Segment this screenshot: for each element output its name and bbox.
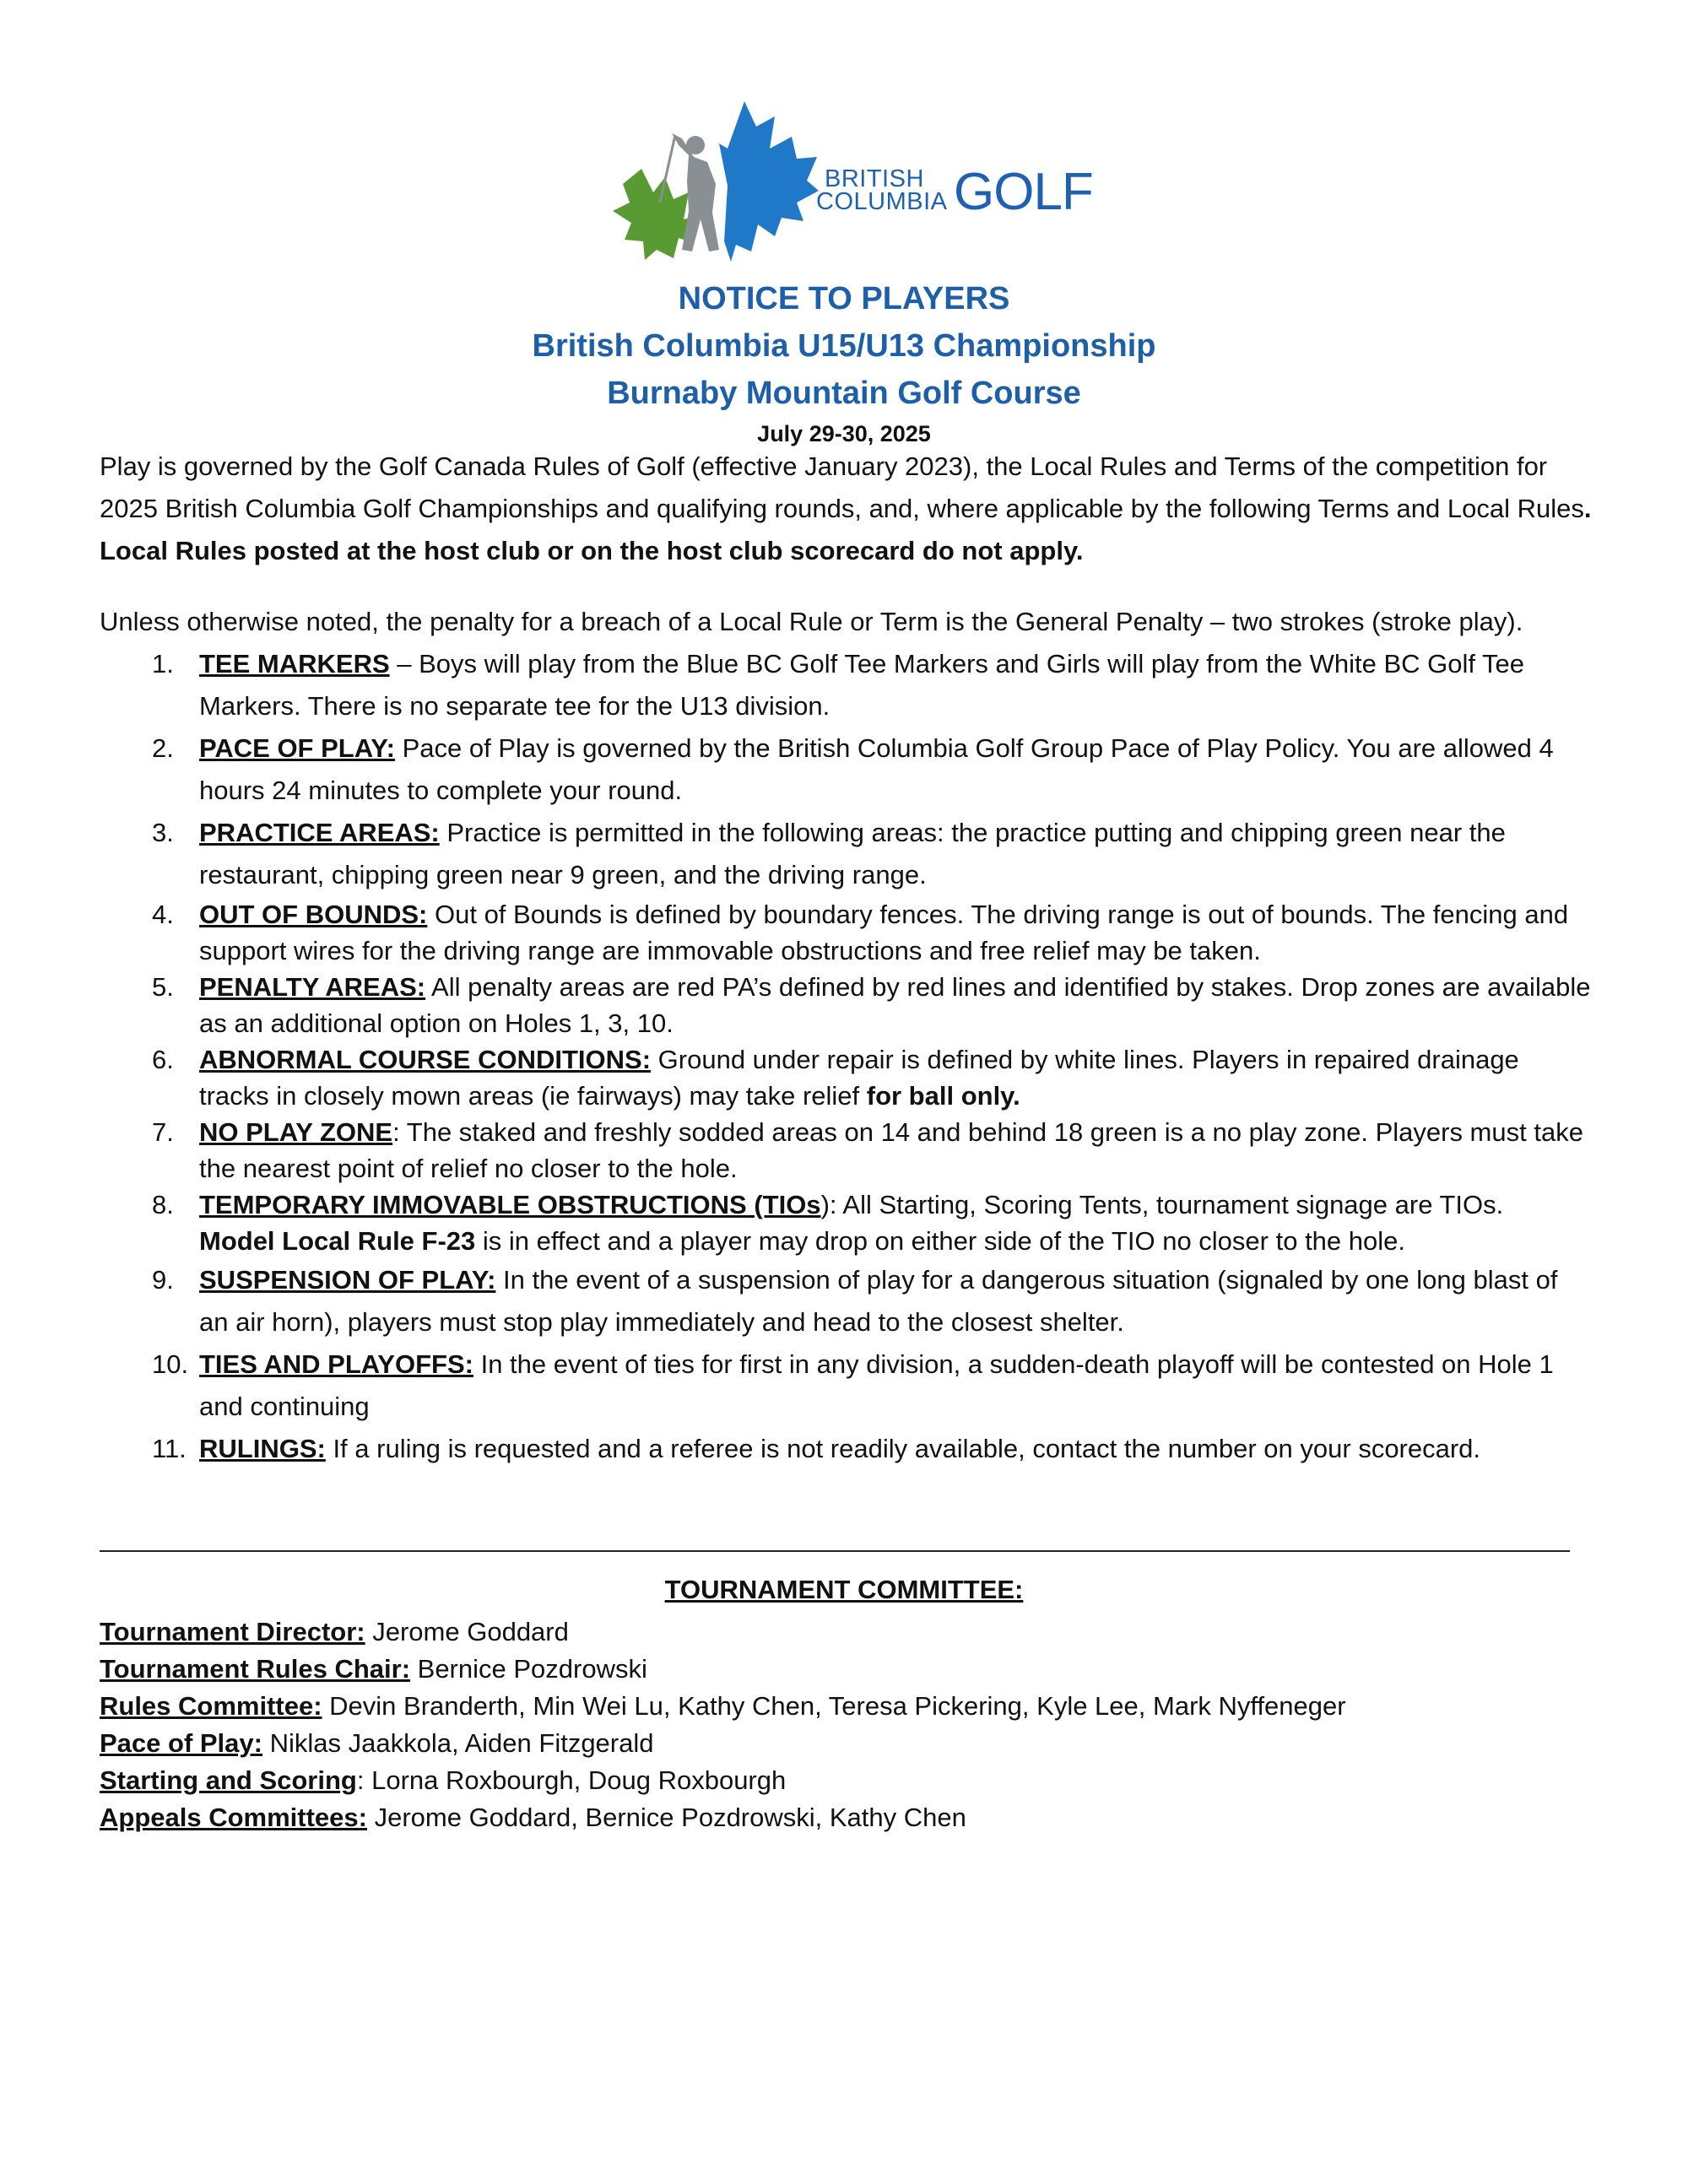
rule-title: OUT OF BOUNDS: — [199, 900, 428, 929]
rule-number: 5. — [152, 972, 174, 1002]
rule-bold-tail: for ball only. — [866, 1081, 1020, 1111]
committee-role: Tournament Rules Chair: — [100, 1654, 411, 1684]
rule-title: PRACTICE AREAS: — [199, 818, 440, 847]
intro-text: Play is governed by the Golf Canada Rules of Golf (effective January 2023), the Local Rules and Terms of the competition for 2025 British Columbia Golf Championships and qualifying rounds, and, where applicable by the following Terms and Local Rules — [100, 451, 1584, 523]
rule-title: SUSPENSION OF PLAY: — [199, 1265, 496, 1295]
rule-text: : The staked and freshly sodded areas on 14 and behind 18 green is a no play zone. Players must take the nearest point of relief no closer to the hole. — [199, 1117, 1583, 1183]
rule-item — [100, 1041, 1593, 1114]
intro-paragraph — [100, 446, 1593, 572]
rule-text-continued: is in effect and a player may drop on either side of the TIO no closer to the hole. — [475, 1226, 1405, 1256]
rule-item — [100, 896, 1593, 969]
maple-leaf-golfer-icon — [601, 93, 820, 278]
committee-names: Devin Branderth, Min Wei Lu, Kathy Chen, Teresa Pickering, Kyle Lee, Mark Nyffeneger — [322, 1691, 1346, 1721]
rule-item — [100, 1343, 1593, 1428]
rule-text: Out of Bounds is defined by boundary fences. The driving range is out of bounds. The fencing and support wires for the driving range are immovable obstructions and free relief may be taken. — [199, 900, 1569, 965]
rule-number: 8. — [152, 1190, 174, 1219]
rule-text: Pace of Play is governed by the British Columbia Golf Group Pace of Play Policy. You are allowed 4 hours 24 minutes to complete your round. — [199, 733, 1554, 805]
rule-number: 4. — [152, 900, 174, 929]
rule-item — [100, 727, 1593, 812]
rule-text: All penalty areas are red PA’s defined by red lines and identified by stakes. Drop zones are available as an additional option on Holes 1, 3, 10. — [199, 972, 1591, 1038]
committee-row — [100, 1688, 1593, 1725]
rule-title: NO PLAY ZONE — [199, 1117, 393, 1147]
rule-title: TEE MARKERS — [199, 649, 390, 678]
rule-text: In the event of ties for first in any division, a sudden-death playoff will be contested on Hole 1 and continuing — [199, 1349, 1554, 1421]
rule-title: PACE OF PLAY: — [199, 733, 395, 763]
committee-role: Pace of Play: — [100, 1728, 262, 1758]
notice-body — [100, 446, 1593, 1470]
rule-text: Practice is permitted in the following areas: the practice putting and chipping green near the restaurant, chipping green near 9 green, and the driving range. — [199, 818, 1506, 889]
penalty-note: Unless otherwise noted, the penalty for a breach of a Local Rule or Term is the General Penalty – two strokes (stroke play). — [100, 607, 1523, 636]
committee-title: TOURNAMENT COMMITTEE: — [664, 1575, 1024, 1604]
rule-number: 3. — [152, 818, 174, 847]
committee-role: Rules Committee: — [100, 1691, 322, 1721]
rule-item — [100, 643, 1593, 727]
rule-number: 11. — [152, 1434, 187, 1463]
rule-text: Ground under repair is defined by white lines. Players in repaired drainage tracks in closely mown areas (ie fairways) may take relief — [199, 1045, 1519, 1111]
committee-names: Niklas Jaakkola, Aiden Fitzgerald — [262, 1728, 654, 1758]
rule-number: 10. — [152, 1349, 189, 1379]
intro-dot: . — [1583, 494, 1592, 523]
event-date: July 29-30, 2025 — [757, 421, 931, 446]
rule-item — [100, 1187, 1593, 1259]
rule-text: If a ruling is requested and a referee is not readily available, contact the number on your scorecard. — [325, 1434, 1481, 1463]
rule-number: 7. — [152, 1117, 174, 1147]
local-rules-list — [100, 643, 1593, 1470]
bc-golf-logo — [601, 93, 1093, 278]
committee-list — [100, 1614, 1593, 1836]
rule-item — [100, 812, 1593, 896]
logo-line-british: BRITISH — [825, 165, 924, 192]
committee-row — [100, 1725, 1593, 1762]
logo-line-columbia: COLUMBIA — [816, 188, 948, 215]
page-title: NOTICE TO PLAYERS — [678, 281, 1010, 316]
rule-title: TIES AND PLAYOFFS: — [199, 1349, 473, 1379]
rule-bold-reference: Model Local Rule F-23 — [199, 1226, 476, 1256]
rule-number: 9. — [152, 1265, 174, 1295]
committee-names: Jerome Goddard, Bernice Pozdrowski, Kathy Chen — [366, 1803, 966, 1832]
rule-title: PENALTY AREAS: — [199, 972, 426, 1002]
rule-title: TEMPORARY IMMOVABLE OBSTRUCTIONS (TIOs — [199, 1190, 821, 1219]
committee-names: : Lorna Roxbourgh, Doug Roxbourgh — [356, 1765, 787, 1795]
committee-row — [100, 1799, 1593, 1836]
rule-item — [100, 969, 1593, 1041]
committee-role: Tournament Director: — [100, 1617, 365, 1646]
committee-row — [100, 1762, 1593, 1799]
rule-number: 6. — [152, 1045, 174, 1074]
rule-number: 1. — [152, 649, 174, 678]
rule-text: – Boys will play from the Blue BC Golf Tee Markers and Girls will play from the White BC Golf Tee Markers. There is no separate tee for the U13 division. — [199, 649, 1525, 721]
logo-word-golf: GOLF — [954, 163, 1093, 221]
committee-row — [100, 1651, 1593, 1688]
committee-role: Appeals Committees: — [100, 1803, 367, 1832]
rule-number: 2. — [152, 733, 174, 763]
committee-row — [100, 1614, 1593, 1651]
committee-names: Bernice Pozdrowski — [410, 1654, 647, 1684]
rule-item — [100, 1114, 1593, 1187]
page-headings — [0, 275, 1688, 451]
rule-item — [100, 1428, 1593, 1470]
intro-bold-note: Local Rules posted at the host club or on the host club scorecard do not apply. — [100, 536, 1084, 565]
rule-title: ABNORMAL COURSE CONDITIONS: — [199, 1045, 652, 1074]
venue-name: Burnaby Mountain Golf Course — [607, 376, 1081, 411]
committee-names: Jerome Goddard — [365, 1617, 569, 1646]
rule-text: In the event of a suspension of play for a dangerous situation (signaled by one long blast of an air horn), players must stop play immediately and head to the closest shelter. — [199, 1265, 1558, 1337]
committee-role: Starting and Scoring — [100, 1765, 357, 1795]
event-name: British Columbia U15/U13 Championship — [532, 328, 1156, 364]
rule-title: RULINGS: — [199, 1434, 326, 1463]
rule-text: ): All Starting, Scoring Tents, tournament signage are TIOs. — [820, 1190, 1504, 1219]
section-divider — [100, 1550, 1570, 1552]
rule-item — [100, 1259, 1593, 1343]
